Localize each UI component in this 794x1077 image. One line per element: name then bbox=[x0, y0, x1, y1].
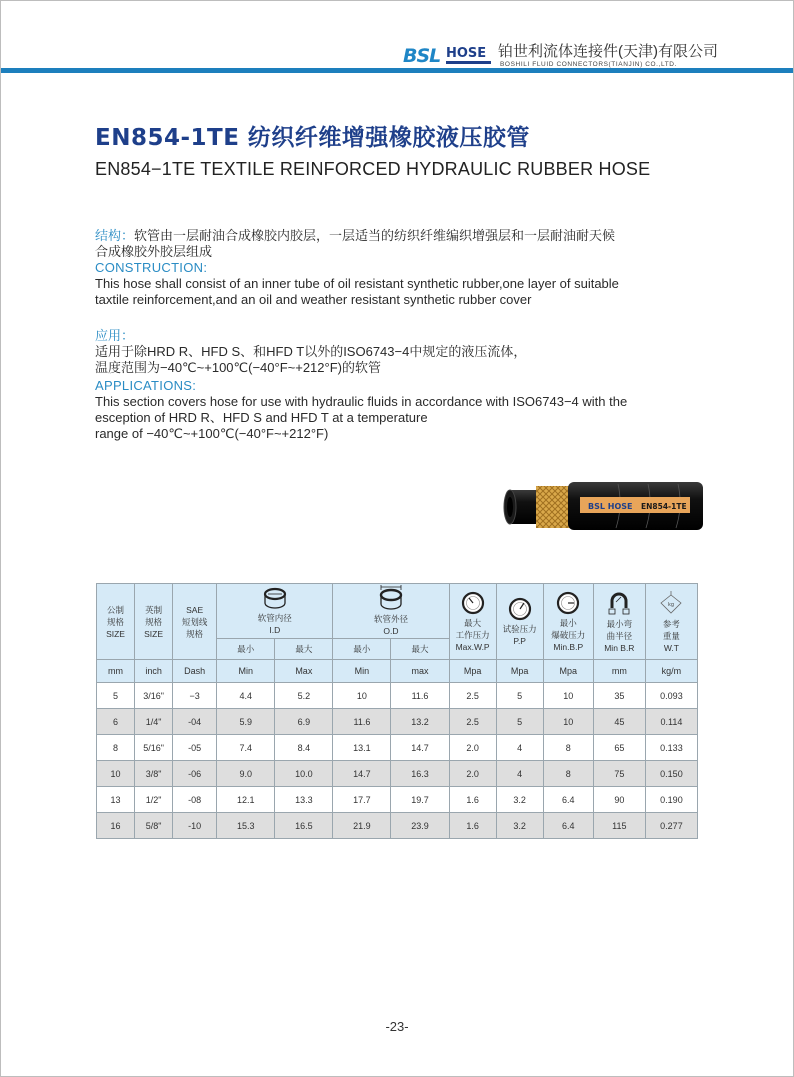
unit-cell: mm bbox=[97, 660, 135, 683]
table-cell: 5/16" bbox=[135, 735, 173, 761]
company-name-cn: 铂世利流体连接件(天津)有限公司 bbox=[498, 43, 718, 60]
hose-bore bbox=[507, 497, 513, 517]
logo-underline bbox=[446, 61, 491, 64]
table-cell: 8 bbox=[97, 735, 135, 761]
table-cell: 5/8" bbox=[135, 813, 173, 839]
table-cell: 16 bbox=[97, 813, 135, 839]
header-min-burst-pressure: 最小 爆破压力 Min.B.P bbox=[543, 584, 593, 660]
page-number: -23- bbox=[385, 1019, 409, 1034]
table-cell: 75 bbox=[593, 761, 645, 787]
table-cell: 13.2 bbox=[391, 709, 449, 735]
table-cell: -08 bbox=[173, 787, 217, 813]
table-cell: 0.114 bbox=[645, 709, 697, 735]
header-proof-pressure: 试验压力 P.P bbox=[496, 584, 543, 660]
table-cell: 2.0 bbox=[449, 761, 496, 787]
table-cell: 12.1 bbox=[217, 787, 275, 813]
table-cell: 1/4" bbox=[135, 709, 173, 735]
table-cell: 1/2" bbox=[135, 787, 173, 813]
unit-cell: inch bbox=[135, 660, 173, 683]
table-cell: 6.4 bbox=[543, 787, 593, 813]
table-cell: 6.4 bbox=[543, 813, 593, 839]
table-cell: 0.093 bbox=[645, 683, 697, 709]
pressure-gauge-icon bbox=[508, 597, 532, 621]
hose-label-model: EN854-1TE bbox=[641, 502, 687, 511]
table-cell: 3/8" bbox=[135, 761, 173, 787]
table-cell: 11.6 bbox=[333, 709, 391, 735]
table-cell: −3 bbox=[173, 683, 217, 709]
unit-cell: kg/m bbox=[645, 660, 697, 683]
table-cell: 10 bbox=[543, 683, 593, 709]
table-cell: 15.3 bbox=[217, 813, 275, 839]
table-cell: 4.4 bbox=[217, 683, 275, 709]
applications-cn-text-1: 适用于除HRD R、HFD S、和HFD T以外的ISO6743−4中规定的液压流体， bbox=[95, 344, 527, 359]
unit-cell: mm bbox=[593, 660, 645, 683]
table-cell: 8.4 bbox=[275, 735, 333, 761]
table-cell: 3.2 bbox=[496, 787, 543, 813]
table-row bbox=[97, 813, 698, 839]
header-max-working-pressure: 最大 工作压力 Max.W.P bbox=[449, 584, 496, 660]
table-cell: 23.9 bbox=[391, 813, 449, 839]
table-cell: 35 bbox=[593, 683, 645, 709]
units-row bbox=[97, 660, 698, 683]
table-cell: 2.0 bbox=[449, 735, 496, 761]
unit-cell: Min bbox=[333, 660, 391, 683]
svg-text:kg: kg bbox=[668, 601, 675, 608]
construction-cn-label: 结构： bbox=[95, 228, 135, 243]
construction-cn-text-2: 合成橡胶外胶层组成 bbox=[95, 244, 213, 259]
table-cell: 0.150 bbox=[645, 761, 697, 787]
table-row bbox=[97, 683, 698, 709]
construction-en-text-2: taxtile reinforcement,and an oil and weather resistant synthetic rubber cover bbox=[95, 292, 532, 307]
unit-cell: Dash bbox=[173, 660, 217, 683]
table-cell: 10 bbox=[543, 709, 593, 735]
table-cell: 2.5 bbox=[449, 709, 496, 735]
applications-en-label: APPLICATIONS: bbox=[95, 378, 197, 393]
header-weight: kg 参考 重量 W.T bbox=[645, 584, 697, 660]
unit-cell: Mpa bbox=[543, 660, 593, 683]
header-id-max: 最大 bbox=[275, 639, 333, 660]
table-cell: 10 bbox=[97, 761, 135, 787]
table-cell: 2.5 bbox=[449, 683, 496, 709]
construction-section bbox=[95, 228, 619, 308]
hose-product-image bbox=[498, 476, 708, 536]
applications-en-text-3: range of −40℃~+100℃(−40°F~+212°F) bbox=[95, 426, 329, 441]
construction-cn-text-1: 软管由一层耐油合成橡胶内胶层，一层适当的纺织纤维编织增强层和一层耐油耐天候 bbox=[134, 228, 616, 243]
page-title-en: EN854−1TE TEXTILE REINFORCED HYDRAULIC RUBBER HOSE bbox=[95, 159, 651, 179]
unit-cell: Mpa bbox=[449, 660, 496, 683]
table-cell: 5 bbox=[496, 683, 543, 709]
table-cell: 5.2 bbox=[275, 683, 333, 709]
header-size-inch: 英制 规格 SIZE bbox=[135, 584, 173, 660]
outer-diameter-icon bbox=[378, 585, 404, 611]
pressure-gauge-icon bbox=[556, 591, 580, 615]
construction-en-label: CONSTRUCTION: bbox=[95, 260, 208, 275]
table-row bbox=[97, 735, 698, 761]
table-row bbox=[97, 709, 698, 735]
construction-cn bbox=[95, 228, 619, 244]
table-cell: 65 bbox=[593, 735, 645, 761]
header-sae-dash: SAE 短划线 规格 bbox=[173, 584, 217, 660]
table-cell: 13 bbox=[97, 787, 135, 813]
header-inner-diameter: 软管内径 I.D bbox=[217, 584, 333, 639]
hose-label-logo: BSL HOSE bbox=[588, 502, 633, 511]
table-cell: 1.6 bbox=[449, 787, 496, 813]
pressure-gauge-icon bbox=[461, 591, 485, 615]
header-min-bend-radius: 最小弯 曲半径 Min B.R bbox=[593, 584, 645, 660]
logo-hose: HOSE bbox=[446, 46, 487, 61]
logo-bsl: BSL bbox=[403, 45, 441, 67]
table-cell: 5 bbox=[97, 683, 135, 709]
table-cell: 5 bbox=[496, 709, 543, 735]
table-cell: -05 bbox=[173, 735, 217, 761]
table-cell: 14.7 bbox=[333, 761, 391, 787]
page-title-cn: EN854-1TE 纺织纤维增强橡胶液压胶管 bbox=[95, 125, 530, 151]
table-cell: -10 bbox=[173, 813, 217, 839]
inner-diameter-icon bbox=[262, 586, 288, 610]
header-size-mm: 公制 规格 SIZE bbox=[97, 584, 135, 660]
table-cell: 4 bbox=[496, 761, 543, 787]
table-cell: 8 bbox=[543, 735, 593, 761]
applications-cn-text-2: 温度范围为−40℃~+100℃(−40°F~+212°F)的软管 bbox=[95, 360, 381, 375]
table-cell: 13.3 bbox=[275, 787, 333, 813]
table-cell: 0.277 bbox=[645, 813, 697, 839]
table-cell: 6.9 bbox=[275, 709, 333, 735]
table-cell: 3.2 bbox=[496, 813, 543, 839]
table-row bbox=[97, 787, 698, 813]
table-cell: 0.133 bbox=[645, 735, 697, 761]
table-cell: 10 bbox=[333, 683, 391, 709]
company-logo bbox=[403, 46, 493, 66]
table-cell: 5.9 bbox=[217, 709, 275, 735]
table-cell: 9.0 bbox=[217, 761, 275, 787]
header-od-max: 最大 bbox=[391, 639, 449, 660]
unit-cell: Mpa bbox=[496, 660, 543, 683]
table-cell: 115 bbox=[593, 813, 645, 839]
table-cell: 13.1 bbox=[333, 735, 391, 761]
table-cell: 45 bbox=[593, 709, 645, 735]
weight-icon bbox=[659, 590, 683, 616]
unit-cell: Max bbox=[275, 660, 333, 683]
table-cell: 16.5 bbox=[275, 813, 333, 839]
table-row bbox=[97, 761, 698, 787]
unit-cell: max bbox=[391, 660, 449, 683]
table-cell: -04 bbox=[173, 709, 217, 735]
bend-radius-icon bbox=[607, 590, 631, 616]
table-cell: 3/16" bbox=[135, 683, 173, 709]
table-cell: 7.4 bbox=[217, 735, 275, 761]
table-cell: 8 bbox=[543, 761, 593, 787]
header-divider bbox=[1, 68, 793, 73]
unit-cell: Min bbox=[217, 660, 275, 683]
table-cell: 14.7 bbox=[391, 735, 449, 761]
spec-table bbox=[96, 583, 698, 839]
header-outer-diameter: 软管外径 O.D bbox=[333, 584, 449, 639]
table-cell: 0.190 bbox=[645, 787, 697, 813]
header-id-min: 最小 bbox=[217, 639, 275, 660]
table-cell: 21.9 bbox=[333, 813, 391, 839]
table-cell: 11.6 bbox=[391, 683, 449, 709]
table-cell: 10.0 bbox=[275, 761, 333, 787]
table-cell: 19.7 bbox=[391, 787, 449, 813]
header-od-min: 最小 bbox=[333, 639, 391, 660]
table-cell: -06 bbox=[173, 761, 217, 787]
applications-cn-label: 应用： bbox=[95, 328, 135, 343]
table-cell: 6 bbox=[97, 709, 135, 735]
table-cell: 16.3 bbox=[391, 761, 449, 787]
table-cell: 4 bbox=[496, 735, 543, 761]
company-name-en: BOSHILI FLUID CONNECTORS(TIANJIN) CO.,LTD. bbox=[500, 61, 678, 68]
table-cell: 17.7 bbox=[333, 787, 391, 813]
table-cell: 1.6 bbox=[449, 813, 496, 839]
construction-en-text-1: This hose shall consist of an inner tube of oil resistant synthetic rubber,one layer of suitable bbox=[95, 276, 619, 291]
applications-en-text-2: esception of HRD R、HFD S and HFD T at a temperature bbox=[95, 410, 428, 425]
applications-en-text-1: This section covers hose for use with hydraulic fluids in accordance with ISO6743−4 with the bbox=[95, 394, 628, 409]
table-cell: 90 bbox=[593, 787, 645, 813]
applications-section bbox=[95, 328, 627, 442]
